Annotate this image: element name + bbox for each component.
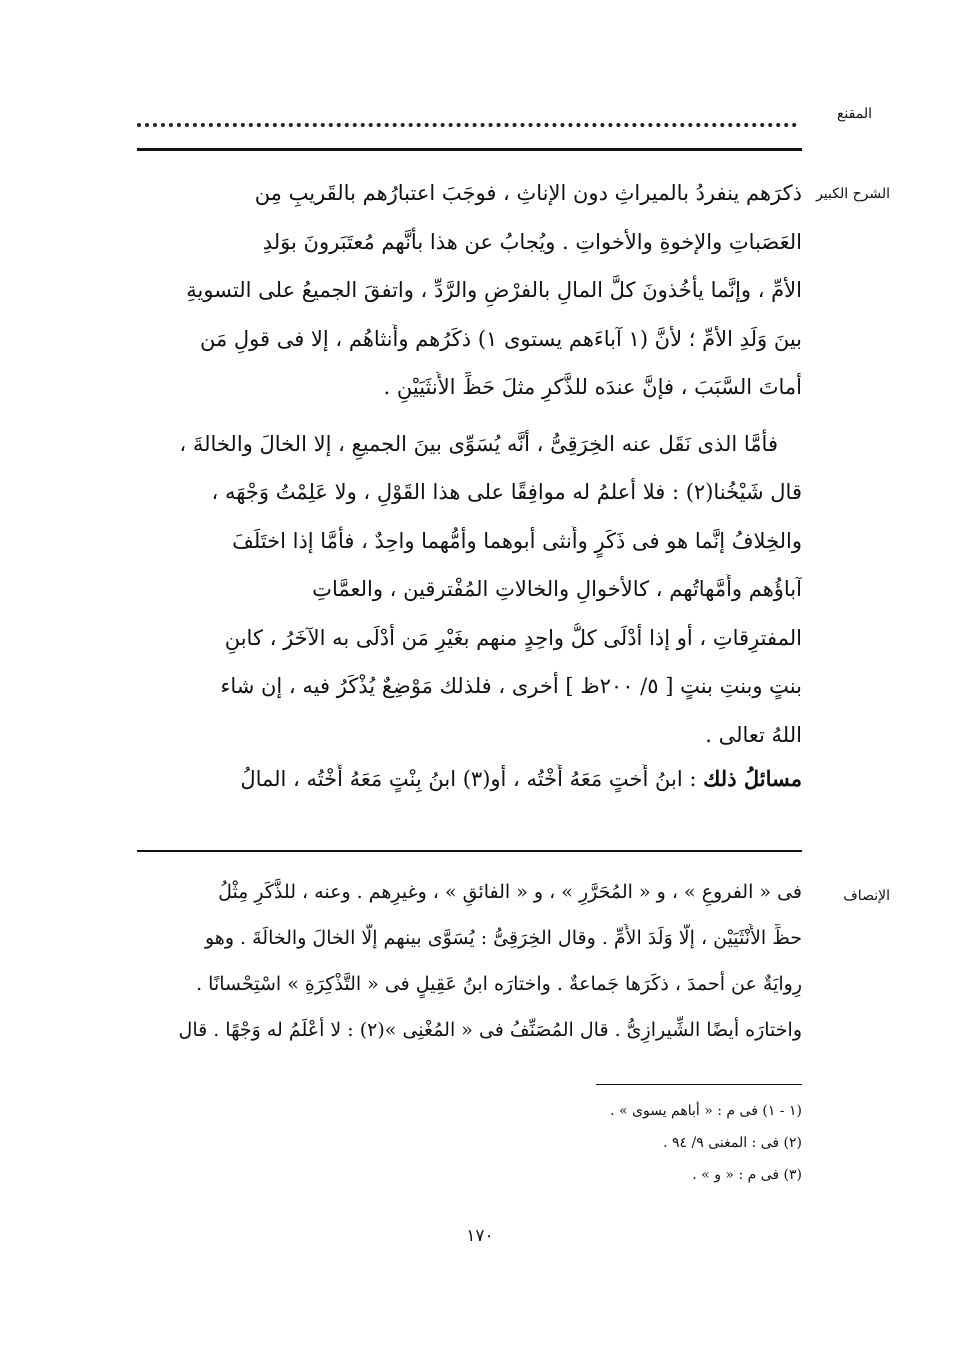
book-title: المقنع: [836, 106, 872, 122]
page-number: ١٧٠: [466, 1226, 494, 1246]
text-line: فأمَّا الذى نَقَل عنه الخِرَقِىُّ ، أنَّه يُسَوِّى بينَ الجميعِ ، إلا الخالَ والخالةَ ،: [179, 431, 778, 456]
text-line: واختارَه أيضًا الشِّيرازِىُّ . قال المُصَنِّفُ فى « المُغْنِى »(٢) : لا أعْلَمُ له وَجْهًا . قال: [178, 1019, 802, 1041]
footnote: (٣) فى م : « و » .: [692, 1167, 802, 1183]
sharh-text: [137, 178, 802, 810]
section-rule: [137, 850, 802, 852]
text-line: آباؤُهم وأُمَّهاتُهم ، كالأخوالِ والخالاتِ المُفْترقين ، والعمَّاتِ: [312, 577, 802, 601]
text-line: قال شَيْخُنا(٢) : فلا أعلمُ له موافِقًا على هذا القَوْلِ ، ولا عَلِمْتُ وَجْهَه ،: [211, 480, 802, 504]
masail-line: [137, 764, 802, 810]
text-line: حظِّ الأُنْثَيَيْن ، إلَّا وَلَدَ الأُمِّ . وقال الخِرَقِىُّ : يُسَوَّى بينهم إلَّا الخالَ والخالَةَ . وهو: [204, 927, 802, 949]
text-line: أماتَ السَّبَبَ ، فإنَّ عندَه للذَّكرِ مثلَ حَظِّ الأُنثَيَيْنِ .: [383, 375, 802, 399]
dotted-separator: [137, 123, 797, 127]
text-line: العَصَباتِ والإخوةِ والأخواتِ . ويُجابُ عن هذا بأنَّهم مُعتَبَرونَ بوَلدِ: [262, 229, 802, 254]
text-line: ذكرَهم ينفردُ بالميراثِ دون الإناثِ ، فوجَبَ اعتبارُهم بالقَريبِ مِن: [254, 181, 802, 205]
footnote: (٢) فى : المغنى ٩/ ٩٤ .: [663, 1135, 802, 1151]
text-line: الأمِّ ، وإنَّما يأْخُذونَ كلَّ المالِ بالفرْضِ والرَّدِّ ، واتفقَ الجميعُ على التسويةِ: [186, 278, 802, 302]
insaf-section-label: الإنصاف: [843, 888, 890, 904]
insaf-text: [137, 878, 802, 1062]
masail-text: : ابنُ أُختٍ مَعَهُ أُخْتُه ، أو(٣) ابنُ بِنْتٍ مَعَهُ أُخْتُه ، المالُ: [240, 766, 704, 791]
sharh-section-label: الشرح الكبير: [816, 186, 890, 202]
footnotes: [500, 1102, 802, 1198]
footnote-rule: [596, 1084, 802, 1085]
text-line: رِوايَةٌ عن أحمدَ ، ذكَرَها جَماعةٌ . واختارَه ابنُ عَقِيلٍ فى « التَّذْكِرَةِ » اسْتِحْسانًا .: [196, 973, 802, 995]
header-rule: [137, 148, 802, 151]
text-line: بينَ وَلَدِ الأمِّ ؛ لأنَّ (١ آباءَهم يستوى ١) ذكَرُهم وأُنثاهُم ، إلا فى قولِ مَن: [199, 326, 802, 351]
text-line: بنتٍ وبنتِ بنتٍ [ ٥/ ٢٠٠ظ ] أخرى ، فلذلك مَوْضِعٌ يُذْكَرُ فيه ، إن شاء: [220, 674, 802, 698]
text-line: والخِلافُ إنَّما هو فى ذَكَرٍ وأُنثى أبوهما وأمُّهما واحِدٌ ، فأمَّا إذا اختَلَفَ: [232, 528, 802, 553]
text-line: المفترِقاتِ ، أو إذا أدْلَى كلُّ واحِدٍ منهم بغَيْرِ مَن أدْلَى به الآخَرُ ، كابنِ: [224, 625, 802, 650]
text-line: اللهُ تعالى .: [705, 722, 802, 747]
text-line: فى « الفروعِ » ، و « المُحَرَّرِ » ، و « الفائقِ » ، وغيرِهم . وعنه ، للذَّكَرِ مِثْلُ: [218, 881, 802, 903]
masail-heading: مسائلُ ذلك: [703, 765, 802, 791]
footnote: (١ - ١) فى م : « أباهم يسوى » .: [610, 1103, 802, 1119]
